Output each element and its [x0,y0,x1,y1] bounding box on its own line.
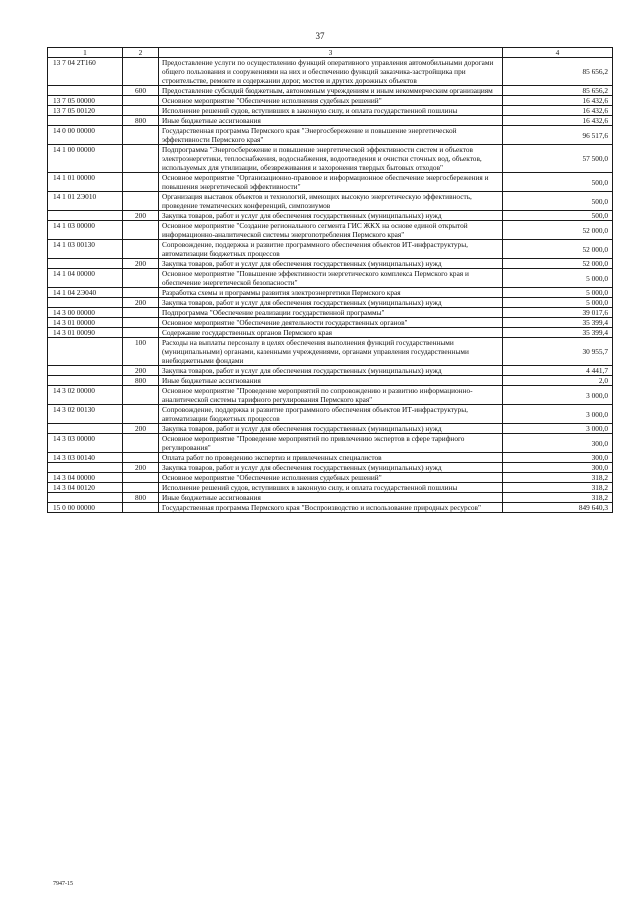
row-amount-cell: 500,0 [503,211,613,221]
row-amount-cell: 500,0 [503,173,613,192]
table-row [48,221,613,240]
row-code-cell: 14 3 00 00000 [48,308,123,318]
row-amount-cell: 3 000,0 [503,405,613,424]
table-row [48,192,613,211]
row-name-cell: Разработка схемы и программы развития электроэнергетики Пермского края [159,288,503,298]
table-row [48,211,613,221]
header-col-4: 4 [503,48,613,58]
table-row [48,434,613,453]
row-name-cell: Основное мероприятие "Обеспечение исполнения судебных решений" [159,473,503,483]
row-amount-cell: 318,2 [503,483,613,493]
row-code-cell: 15 0 00 00000 [48,503,123,513]
header-col-2: 2 [123,48,159,58]
row-code-cell: 14 3 04 00120 [48,483,123,493]
row-code-cell: 14 1 01 00000 [48,173,123,192]
row-name-cell: Закупка товаров, работ и услуг для обеспечения государственных (муниципальных) нужд [159,366,503,376]
row-type-cell: 200 [123,424,159,434]
row-type-cell [123,483,159,493]
row-amount-cell: 96 517,6 [503,126,613,145]
row-type-cell [123,269,159,288]
row-name-cell: Сопровождение, поддержка и развитие программного обеспечения объектов ИТ-инфраструктуры, автоматизации бюджетных процессов [159,240,503,259]
row-amount-cell: 300,0 [503,453,613,463]
row-code-cell [48,298,123,308]
row-amount-cell: 3 000,0 [503,424,613,434]
row-amount-cell: 3 000,0 [503,386,613,405]
row-code-cell [48,463,123,473]
table-row [48,366,613,376]
table-row [48,106,613,116]
row-code-cell: 13 7 05 00000 [48,96,123,106]
row-code-cell: 14 3 04 00000 [48,473,123,483]
row-type-cell [123,126,159,145]
row-code-cell: 14 1 03 00130 [48,240,123,259]
table-header-row [48,48,613,58]
table-row [48,463,613,473]
budget-table [47,47,613,513]
row-type-cell: 800 [123,493,159,503]
row-amount-cell: 57 500,0 [503,145,613,173]
row-amount-cell: 849 640,3 [503,503,613,513]
row-type-cell [123,173,159,192]
row-name-cell: Расходы на выплаты персоналу в целях обеспечения выполнения функций государственными (муниципальными) органами, казенными учреждениями, органами управления государственными внебюджетными фондами [159,338,503,366]
row-code-cell [48,211,123,221]
row-type-cell [123,434,159,453]
row-name-cell: Закупка товаров, работ и услуг для обеспечения государственных (муниципальных) нужд [159,463,503,473]
row-amount-cell: 300,0 [503,434,613,453]
row-type-cell [123,453,159,463]
row-amount-cell: 16 432,6 [503,96,613,106]
row-amount-cell: 318,2 [503,493,613,503]
table-row [48,483,613,493]
table-row [48,240,613,259]
row-code-cell: 14 1 04 00000 [48,269,123,288]
row-code-cell: 13 7 04 2Т160 [48,58,123,86]
table-row [48,173,613,192]
row-name-cell: Предоставление услуги по осуществлению функций оперативного управления автомобильными дорогами общего пользования и сооружениями на них и обеспечению функций заказчика-застройщика при строительстве, ремонте и содержании дорог, мостов и других дорожных объектов [159,58,503,86]
row-name-cell: Основное мероприятие "Повышение эффективности энергетического комплекса Пермского края и обеспечение энергетической безопасности" [159,269,503,288]
header-col-3: 3 [159,48,503,58]
row-code-cell: 14 3 01 00000 [48,318,123,328]
table-row [48,318,613,328]
row-amount-cell: 318,2 [503,473,613,483]
table-body [48,58,613,513]
table-row [48,145,613,173]
row-name-cell: Закупка товаров, работ и услуг для обеспечения государственных (муниципальных) нужд [159,211,503,221]
row-amount-cell: 5 000,0 [503,269,613,288]
row-type-cell [123,145,159,173]
row-name-cell: Государственная программа Пермского края "Воспроизводство и использование природных ресурсов" [159,503,503,513]
table-row [48,503,613,513]
row-amount-cell: 16 432,6 [503,116,613,126]
row-name-cell: Подпрограмма "Обеспечение реализации государственной программы" [159,308,503,318]
row-amount-cell: 52 000,0 [503,259,613,269]
table-row [48,328,613,338]
table-row [48,453,613,463]
row-type-cell [123,192,159,211]
table-row [48,269,613,288]
row-name-cell: Основное мероприятие "Организационно-правовое и информационное обеспечение энергосбережения и повышения энергетической эффективности" [159,173,503,192]
row-code-cell [48,86,123,96]
row-name-cell: Исполнение решений судов, вступивших в законную силу, и оплата государственной пошлины [159,106,503,116]
row-amount-cell: 2,0 [503,376,613,386]
row-amount-cell: 52 000,0 [503,221,613,240]
row-name-cell: Иные бюджетные ассигнования [159,493,503,503]
table-row [48,288,613,298]
row-code-cell [48,376,123,386]
row-code-cell [48,259,123,269]
row-amount-cell: 39 017,6 [503,308,613,318]
row-type-cell [123,106,159,116]
row-amount-cell: 52 000,0 [503,240,613,259]
row-amount-cell: 85 656,2 [503,58,613,86]
row-type-cell: 200 [123,366,159,376]
table-row [48,116,613,126]
table-row [48,493,613,503]
table-row [48,298,613,308]
table-row [48,424,613,434]
row-type-cell [123,386,159,405]
row-code-cell: 14 1 00 00000 [48,145,123,173]
row-code-cell: 14 1 01 2Э010 [48,192,123,211]
row-code-cell: 14 3 02 00130 [48,405,123,424]
row-amount-cell: 85 656,2 [503,86,613,96]
row-type-cell [123,503,159,513]
row-type-cell [123,318,159,328]
row-name-cell: Иные бюджетные ассигнования [159,376,503,386]
row-type-cell: 600 [123,86,159,96]
row-code-cell: 14 3 03 00140 [48,453,123,463]
header-col-1: 1 [48,48,123,58]
row-type-cell [123,328,159,338]
table-row [48,259,613,269]
row-amount-cell: 35 399,4 [503,318,613,328]
footer-code: 7947-15 [53,881,73,887]
row-amount-cell: 500,0 [503,192,613,211]
row-code-cell: 14 0 00 00000 [48,126,123,145]
row-code-cell: 14 3 01 00090 [48,328,123,338]
row-type-cell [123,288,159,298]
row-type-cell [123,58,159,86]
table-row [48,376,613,386]
table-row [48,386,613,405]
row-type-cell [123,240,159,259]
row-code-cell: 14 1 04 2Э040 [48,288,123,298]
row-name-cell: Основное мероприятие "Проведение мероприятий по сопровождению и развитию информационно-аналитической системы тарифного регулирования Пермского края" [159,386,503,405]
row-amount-cell: 5 000,0 [503,288,613,298]
row-name-cell: Подпрограмма "Энергосбережение и повышение энергетической эффективности систем и объектов электроэнергетики, теплоснабжения, водоснабжения, водоотведения и очистки сточных вод, объектов, используемых для утилизации, обезвреживания и захоронения твердых бытовых отходов" [159,145,503,173]
row-name-cell: Закупка товаров, работ и услуг для обеспечения государственных (муниципальных) нужд [159,424,503,434]
row-type-cell [123,96,159,106]
page-number: 37 [315,31,325,41]
row-name-cell: Сопровождение, поддержка и развитие программного обеспечения объектов ИТ-инфраструктуры, автоматизации бюджетных процессов [159,405,503,424]
row-code-cell [48,424,123,434]
row-name-cell: Закупка товаров, работ и услуг для обеспечения государственных (муниципальных) нужд [159,259,503,269]
row-name-cell: Иные бюджетные ассигнования [159,116,503,126]
table-row [48,86,613,96]
row-name-cell: Основное мероприятие "Обеспечение исполнения судебных решений" [159,96,503,106]
table-row [48,58,613,86]
table-row [48,96,613,106]
row-type-cell: 800 [123,116,159,126]
row-name-cell: Основное мероприятие "Создание регионального сегмента ГИС ЖКХ на основе единой открытой информационно-аналитической системы энергопотребления Пермского края" [159,221,503,240]
row-code-cell: 14 1 03 00000 [48,221,123,240]
row-amount-cell: 35 399,4 [503,328,613,338]
row-code-cell [48,493,123,503]
row-code-cell: 14 3 03 00000 [48,434,123,453]
row-name-cell: Исполнение решений судов, вступивших в законную силу, и оплата государственной пошлины [159,483,503,493]
row-type-cell: 200 [123,298,159,308]
row-amount-cell: 16 432,6 [503,106,613,116]
row-type-cell [123,308,159,318]
table-row [48,473,613,483]
row-type-cell [123,405,159,424]
row-amount-cell: 300,0 [503,463,613,473]
row-amount-cell: 5 000,0 [503,298,613,308]
table-row [48,405,613,424]
row-amount-cell: 30 955,7 [503,338,613,366]
row-type-cell: 200 [123,211,159,221]
table-row [48,308,613,318]
row-type-cell: 200 [123,463,159,473]
row-type-cell [123,221,159,240]
row-name-cell: Государственная программа Пермского края "Энергосбережение и повышение энергетической эффективности Пермского края" [159,126,503,145]
row-code-cell [48,116,123,126]
row-name-cell: Предоставление субсидий бюджетным, автономным учреждениям и иным некоммерческим организациям [159,86,503,96]
row-code-cell [48,366,123,376]
row-name-cell: Оплата работ по проведению экспертиз и привлеченных специалистов [159,453,503,463]
row-code-cell: 13 7 05 00120 [48,106,123,116]
row-name-cell: Организация выставок объектов и технологий, имеющих высокую энергетическую эффективность, проведение тематических конференций, симпозиумов [159,192,503,211]
row-code-cell [48,338,123,366]
row-code-cell: 14 3 02 00000 [48,386,123,405]
row-type-cell: 200 [123,259,159,269]
row-name-cell: Закупка товаров, работ и услуг для обеспечения государственных (муниципальных) нужд [159,298,503,308]
table-row [48,338,613,366]
row-type-cell [123,473,159,483]
row-name-cell: Содержание государственных органов Пермского края [159,328,503,338]
row-name-cell: Основное мероприятие "Обеспечение деятельности государственных органов" [159,318,503,328]
table-row [48,126,613,145]
row-type-cell: 800 [123,376,159,386]
row-name-cell: Основное мероприятие "Проведение мероприятий по привлечению экспертов в сфере тарифного регулирования" [159,434,503,453]
row-type-cell: 100 [123,338,159,366]
row-amount-cell: 4 441,7 [503,366,613,376]
